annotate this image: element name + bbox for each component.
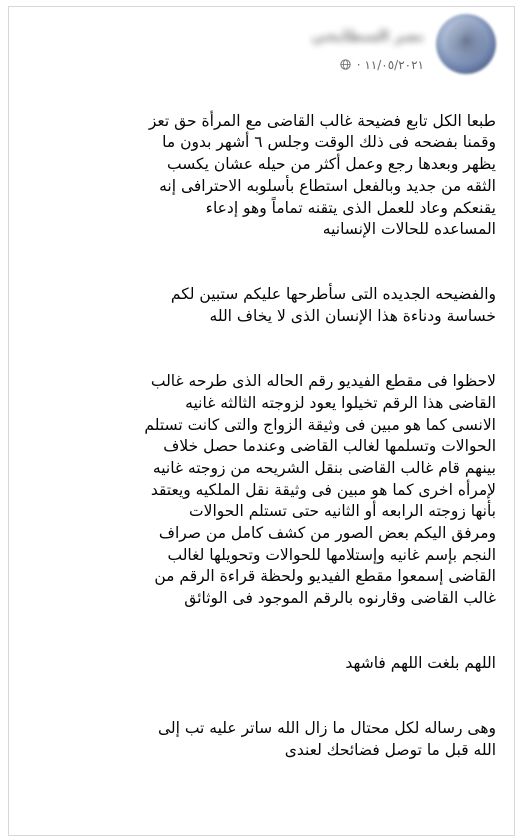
paragraph-closing: وهى رساله لكل محتال ما زال الله ساتر عليه تب إلى الله قبل ما توصل فضائحك لعندى — [157, 719, 496, 760]
paragraph-intro: طبعا الكل تابع فضيحة غالب القاضى مع المرأة حق تعز وقمنا بفضحه فى ذلك الوقت وجلس ٦ أشهر بدون ما يظهر وبعدها رجع وعمل أكثر من حيله عشان يكسب الثقه من جديد وبالفعل استطاع بأسلوبه الاحترافى إنه يقنعكم وعاد للعمل الذى يتقنه تماماً وهو إدعاء المساعده للحالات الإنسانيه — [148, 111, 496, 239]
meta-separator: · — [356, 58, 361, 72]
globe-icon[interactable] — [340, 59, 351, 70]
post-date[interactable]: ١١/٠٥/٢٠٢١ — [364, 58, 424, 72]
post-text — [22, 89, 496, 783]
paragraph-new-scandal: والفضيحه الجديده التى سأطرحها عليكم ستبين لكم خساسة ودناءة هذا الإنسان الذى لا يخاف الله — [170, 285, 496, 326]
paragraph-prayer: اللهم بلغت اللهم فاشهد — [345, 654, 496, 673]
author-name[interactable]: نصر السطايحي — [311, 27, 424, 45]
post-meta — [306, 58, 424, 74]
author-avatar[interactable] — [436, 14, 496, 74]
paragraph-details: لاحظوا فى مقطع الفيديو رقم الحاله الذى طرحه غالب القاضى هذا الرقم تخيلوا يعود لزوجته الثالثه غانيه الانسى كما هو مبين فى وثيقة الزواج والتى كانت تستلم الحوالات وتسلمها لغالب القاضى وعندما حصل خلاف بينهم قام غالب القاضى بنقل الشريحه من زوجته غانيه لإمرأه اخرى كما هو مبين فى وثيقة نقل الملكيه ويعتقد بأنها زوجته الرابعه أو الثانيه حتى تستلم الحوالات ومرفق اليكم بعض الصور من كشف كامل من صراف النجم بإسم غانيه وإستلامها للحوالات وتحويلها لغالب القاضى إسمعوا مقطع الفيديو ولحظة قراءة الرقم من غالب القاضى وقارنوه بالرقم الموجود فى الوثائق — [144, 372, 496, 608]
